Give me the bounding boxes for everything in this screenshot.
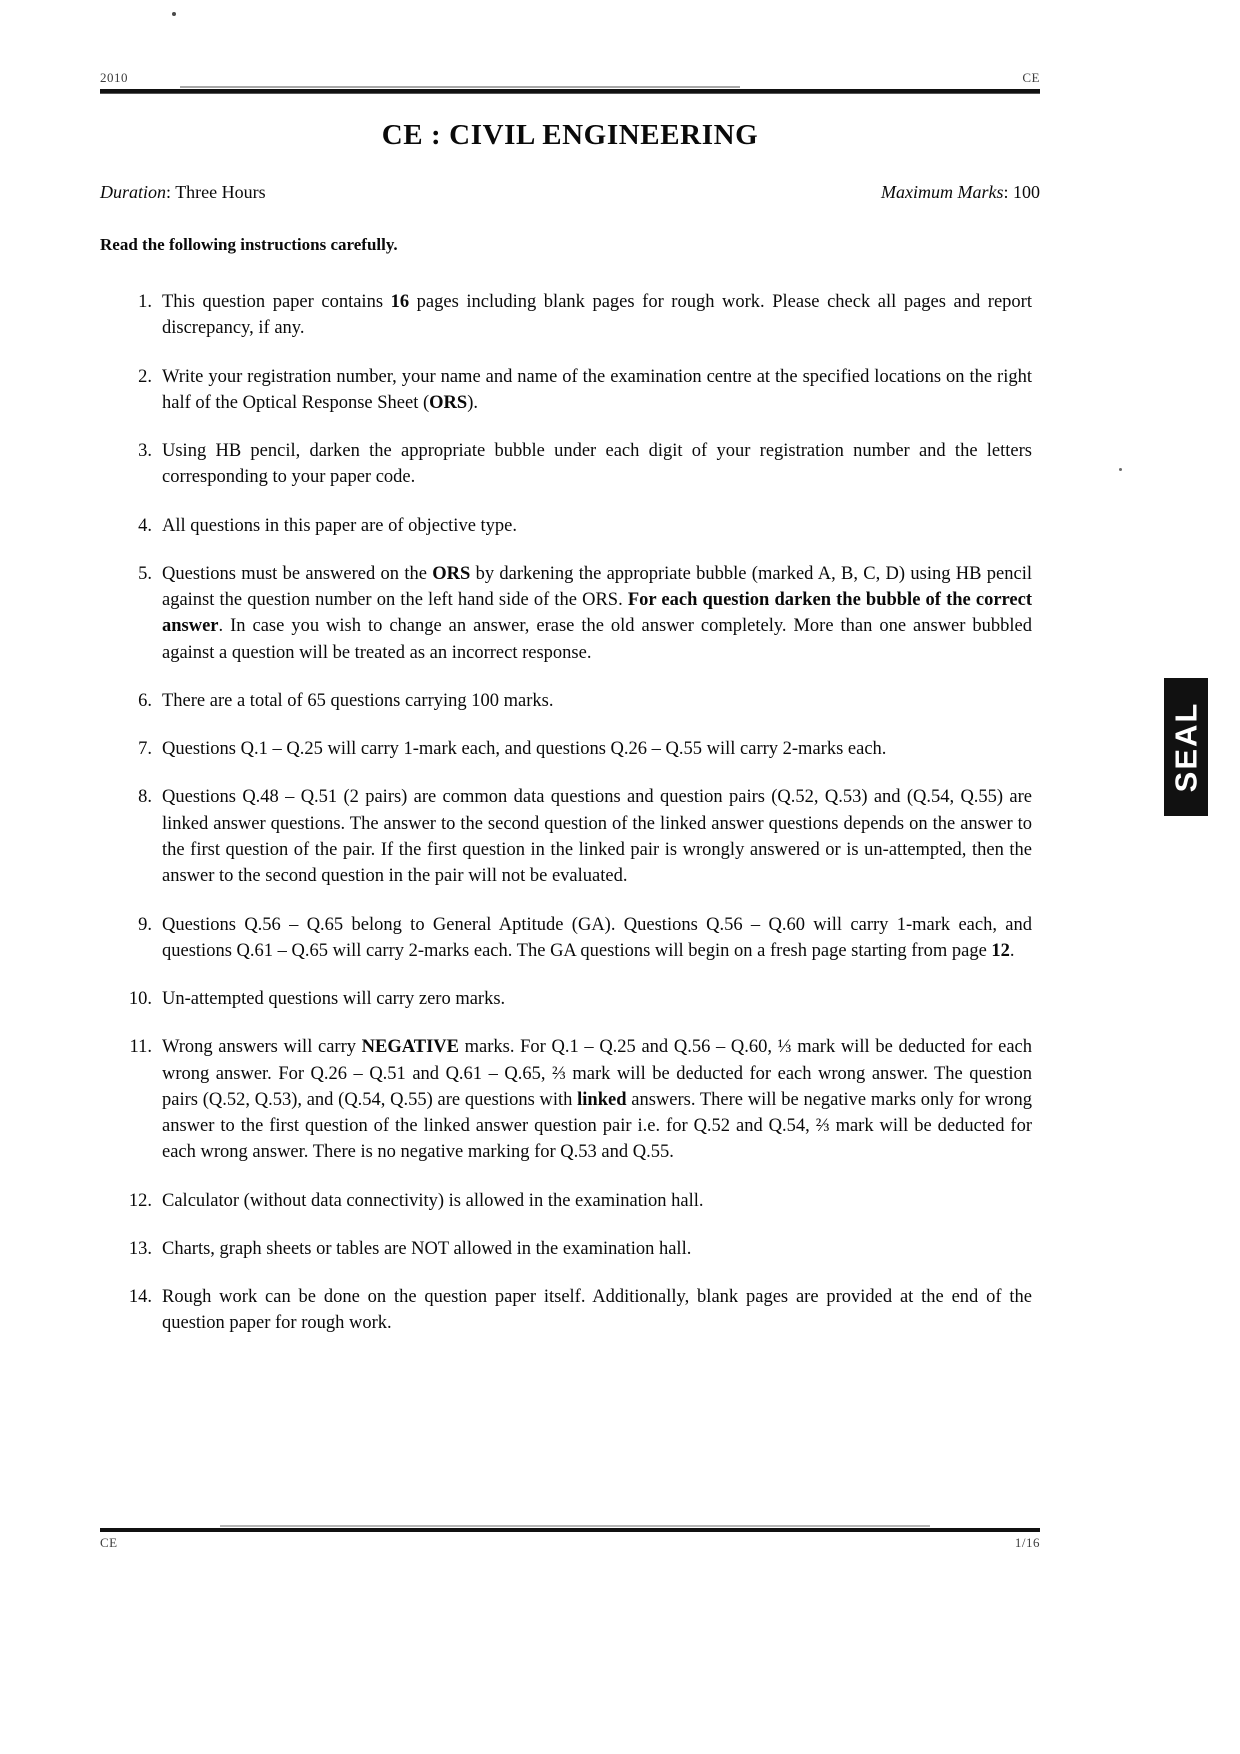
instruction-item-2: Write your registration number, your name and name of the examination centre at the specified locations on the right half of the Optical Response Sheet (ORS). [162,366,1032,413]
instruction-item-1: This question paper contains 16 pages including blank pages for rough work. Please check all pages and report discrepancy, if any. [162,292,1032,339]
duration-value: : Three Hours [166,182,266,202]
instruction-item-5: Questions must be answered on the ORS by darkening the appropriate bubble (marked A, B, C, D) using HB pencil against the question number on the left hand side of the ORS. For each question darken the bubble of the correct answer. In case you wish to change an answer, erase the old answer completely. More than one answer bubbled against a question will be treated as an incorrect response. [162,563,1032,663]
instruction-item-14: Rough work can be done on the question paper itself. Additionally, blank pages are provided at the end of the question paper for rough work. [162,1287,1032,1334]
instruction-item-8: Questions Q.48 – Q.51 (2 pairs) are common data questions and question pairs (Q.52, Q.53) and (Q.54, Q.55) are linked answer questions. The answer to the second question of the linked answer questions depends on the answer to the first question of the pair. If the first question in the linked pair is wrongly answered or is un-attempted, then the answer to the second question in the pair will not be evaluated. [162,787,1032,887]
instruction-item-7: Questions Q.1 – Q.25 will carry 1-mark each, and questions Q.26 – Q.55 will carry 2-marks each. [162,739,887,760]
running-footer [100,1528,1040,1551]
instruction-item-10: Un-attempted questions will carry zero marks. [162,989,506,1010]
maximum-marks-label: Maximum Marks [881,182,1004,202]
seal-label: SEAL [1168,701,1203,793]
scan-artifact-dot [172,12,176,16]
instruction-item-12: Calculator (without data connectivity) is allowed in the examination hall. [162,1190,704,1211]
duration-label: Duration [100,182,167,202]
instruction-item-3: Using HB pencil, darken the appropriate bubble under each digit of your registration number and the letters corresponding to your paper code. [162,441,1032,488]
duration-field [100,182,266,203]
header-year: 2010 [100,70,128,85]
instruction-item-13: Charts, graph sheets or tables are NOT allowed in the examination hall. [162,1238,692,1259]
footer-row [100,1532,1040,1551]
instruction-item-9: Questions Q.56 – Q.65 belong to General Aptitude (GA). Questions Q.56 – Q.60 will carry 1-mark each, and questions Q.61 – Q.65 will carry 2-marks each. The GA questions will begin on a fresh page starting from page 12. [162,914,1032,961]
instructions-list [100,289,1040,1337]
footer-divider-rule [100,1528,1040,1532]
maximum-marks-value: : 100 [1003,182,1040,202]
page-content [100,70,1040,1359]
page-title: CE : CIVIL ENGINEERING [381,119,759,151]
header-divider-rule [100,89,1040,93]
seal-strip [1164,678,1208,816]
footer-page-number: 1/16 [1014,1535,1040,1550]
instruction-item-11: Wrong answers will carry NEGATIVE marks. For Q.1 – Q.25 and Q.56 – Q.60, ⅓ mark will be deducted for each wrong answer. For Q.26 – Q.51 and Q.61 – Q.65, ⅔ mark will be deducted for each wrong answer. The question pairs (Q.52, Q.53), and (Q.54, Q.55) are questions with linked answers. There will be negative marks only for wrong answer to the first question of the linked answer question pair i.e. for Q.52 and Q.54, ⅔ mark will be deducted for each wrong answer. There is no negative marking for Q.53 and Q.55. [162,1037,1033,1163]
exam-meta-row [100,182,1040,203]
scan-artifact-speck [1119,468,1122,471]
instruction-item-4: All questions in this paper are of objective type. [162,515,518,536]
instruction-item-6: There are a total of 65 questions carrying 100 marks. [162,690,554,711]
header-paper-code: CE [1022,70,1040,85]
footer-paper-code: CE [100,1535,118,1550]
instructions-heading: Read the following instructions carefully. [100,235,398,254]
maximum-marks-field [881,182,1040,203]
